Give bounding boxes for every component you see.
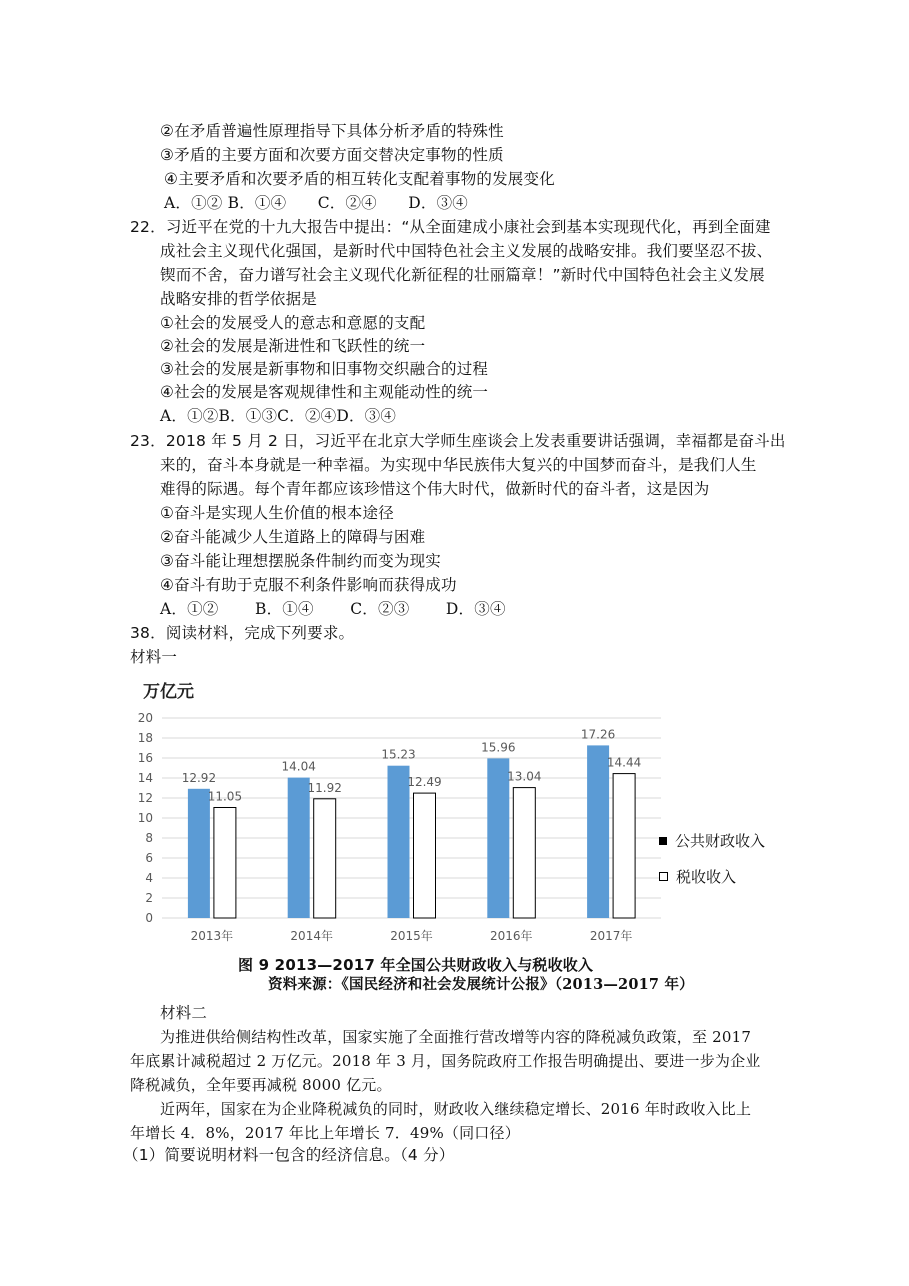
q21-option-4: ④主要矛盾和次要矛盾的相互转化支配着事物的发展变化 <box>164 170 555 188</box>
data-label-public-revenue: 14.04 <box>281 759 316 774</box>
bar-public-revenue-4 <box>587 745 609 918</box>
y-tick-label: 2 <box>145 891 153 905</box>
bar-public-revenue-3 <box>487 758 509 918</box>
legend-swatch-filled <box>659 837 667 845</box>
data-label-public-revenue: 15.23 <box>381 747 416 762</box>
chart-bars <box>188 745 635 918</box>
q23-option-1: ①奋斗是实现人生价值的根本途径 <box>160 504 394 522</box>
q22-stem-line-2: 成社会主义现代化强国，是新时代中国特色社会主义发展的战略安排。我们要坚忍不拔、 <box>160 242 773 260</box>
data-label-tax-revenue: 14.44 <box>606 755 642 770</box>
material-2-p2-line-1: 近两年，国家在为企业降税减负的同时，财政收入继续稳定增长、2016 年时政收入比上 <box>160 1100 752 1118</box>
material-2-p1-line-2: 年底累计减税超过 2 万亿元。2018 年 3 月，国务院政府工作报告明确提出、要进一步为企业 <box>130 1052 761 1070</box>
legend-item-public-revenue <box>659 832 765 850</box>
data-label-public-revenue: 15.96 <box>481 740 516 755</box>
q22-option-4: ④社会的发展是客观规律性和主观能动性的统一 <box>160 383 489 401</box>
y-tick-label: 10 <box>137 811 153 825</box>
y-tick-label: 6 <box>145 851 153 865</box>
bar-tax-revenue-1 <box>314 799 336 918</box>
q22-stem-line-3: 锲而不舍，奋力谱写社会主义现代化新征程的壮丽篇章！”新时代中国特色社会主义发展 <box>160 266 765 284</box>
q23-stem-line-2: 来的，奋斗本身就是一种幸福。为实现中华民族伟大复兴的中国梦而奋斗，是我们人生 <box>160 456 757 474</box>
q21-option-2: ②在矛盾普遍性原理指导下具体分析矛盾的特殊性 <box>160 122 504 140</box>
material-2-label: 材料二 <box>160 1004 208 1022</box>
revenue-bar-chart <box>125 675 785 955</box>
chart-unit-label: 万亿元 <box>143 682 194 702</box>
data-label-public-revenue: 12.92 <box>181 770 217 785</box>
legend-item-tax-revenue <box>659 868 736 886</box>
x-tick-label: 2014年 <box>290 929 333 943</box>
q23-choices: A．①② B．①④ C．②③ D．③④ <box>160 600 506 618</box>
x-tick-label: 2015年 <box>390 929 433 943</box>
q22-choices: A．①②B．①③C．②④D．③④ <box>160 407 397 425</box>
material-2-p1-line-3: 降税减负，全年要再减税 8000 亿元。 <box>130 1076 392 1094</box>
figure-caption: 图 9 2013—2017 年全国公共财政收入与税收收入 <box>238 956 594 974</box>
legend-label-tax-revenue: 税收收入 <box>676 868 737 886</box>
y-tick-label: 16 <box>137 751 153 765</box>
q23-stem-line-1: 23．2018 年 5 月 2 日，习近平在北京大学师生座谈会上发表重要讲话强调，幸福都是奋斗出 <box>130 432 786 450</box>
legend-label-public-revenue: 公共财政收入 <box>675 832 766 850</box>
data-label-tax-revenue: 13.04 <box>507 769 542 784</box>
y-tick-label: 18 <box>137 731 153 745</box>
q23-option-4: ④奋斗有助于克服不利条件影响而获得成功 <box>160 576 457 594</box>
data-label-public-revenue: 17.26 <box>580 727 616 742</box>
y-tick-label: 12 <box>137 791 153 805</box>
question-1: （1）简要说明材料一包含的经济信息。（4 分） <box>123 1146 455 1164</box>
bar-public-revenue-1 <box>288 778 310 918</box>
material-1-label: 材料一 <box>130 648 178 666</box>
q23-stem-line-3: 难得的际遇。每个青年都应该珍惜这个伟大时代，做新时代的奋斗者，这是因为 <box>160 480 710 498</box>
y-tick-label: 8 <box>145 831 153 845</box>
data-label-tax-revenue: 12.49 <box>407 775 442 790</box>
data-label-tax-revenue: 11.05 <box>207 789 243 804</box>
q23-option-2: ②奋斗能减少人生道路上的障碍与困难 <box>160 528 426 546</box>
bar-tax-revenue-2 <box>414 793 436 918</box>
bar-public-revenue-0 <box>188 789 210 918</box>
material-2-p2-line-2: 年增长 4．8%，2017 年比上年增长 7．49%（同口径） <box>130 1124 520 1142</box>
q22-option-2: ②社会的发展是渐进性和飞跃性的统一 <box>160 337 426 355</box>
chart-data-labels <box>182 727 642 803</box>
y-tick-label: 0 <box>145 911 153 925</box>
bar-public-revenue-2 <box>388 766 410 918</box>
x-tick-label: 2013年 <box>190 929 234 943</box>
q21-option-3: ③矛盾的主要方面和次要方面交替决定事物的性质 <box>160 146 504 164</box>
q22-stem-line-4: 战略安排的哲学依据是 <box>160 290 318 308</box>
x-tick-label: 2016年 <box>490 929 533 943</box>
q38-stem: 38．阅读材料，完成下列要求。 <box>130 624 355 642</box>
y-tick-label: 20 <box>137 711 153 725</box>
x-tick-label: 2017年 <box>589 929 633 943</box>
bar-tax-revenue-3 <box>513 788 535 918</box>
figure-source: 资料来源：《国民经济和社会发展统计公报》（2013—2017 年） <box>268 976 694 993</box>
q23-option-3: ③奋斗能让理想摆脱条件制约而变为现实 <box>160 552 441 570</box>
q22-stem-line-1: 22．习近平在党的十九大报告中提出：“从全面建成小康社会到基本实现现代化，再到全面建 <box>130 218 771 236</box>
legend-swatch-hollow <box>659 872 668 881</box>
y-tick-label: 4 <box>145 871 153 885</box>
chart-x-ticks <box>191 928 633 943</box>
material-2-p1-line-1: 为推进供给侧结构性改革，国家实施了全面推行营改增等内容的降税减负政策，至 2017 <box>160 1028 752 1046</box>
bar-tax-revenue-0 <box>214 808 236 919</box>
y-tick-label: 14 <box>137 771 153 785</box>
q22-option-3: ③社会的发展是新事物和旧事物交织融合的过程 <box>160 360 489 378</box>
q22-option-1: ①社会的发展受人的意志和意愿的支配 <box>160 314 426 332</box>
q21-choices: A．①② B．①④ C．②④ D．③④ <box>164 194 468 212</box>
bar-tax-revenue-4 <box>613 774 635 918</box>
data-label-tax-revenue: 11.92 <box>307 780 342 795</box>
chart-y-ticks <box>138 711 153 925</box>
